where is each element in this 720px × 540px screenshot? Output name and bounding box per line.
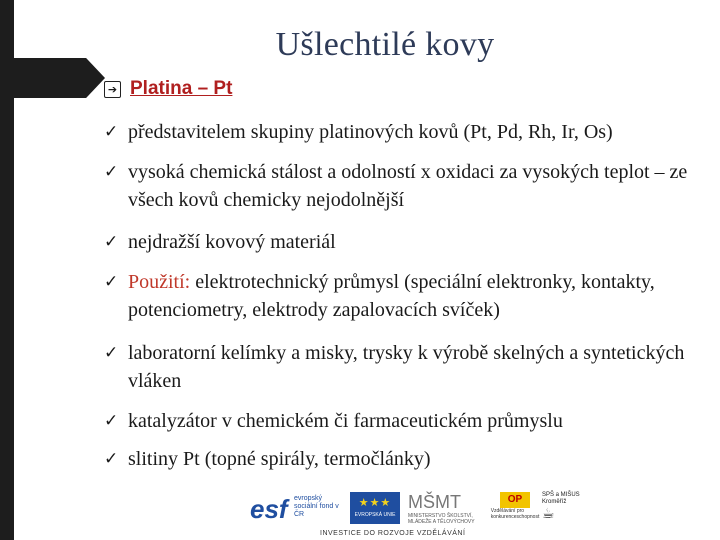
msmt-logo: MŠMT MINISTERSTVO ŠKOLSTVÍ, MLÁDEŽE A TĚLOVÝCHOVY bbox=[408, 492, 475, 525]
usage-label: Použití: bbox=[128, 271, 191, 293]
list-item: ✓ slitiny Pt (topné spirály, termočlánky) bbox=[104, 445, 694, 473]
list-item: ✓ nejdražší kovový materiál bbox=[104, 228, 694, 256]
school-logo: SPŠ a MIŠUS Kroměříž ☕ bbox=[542, 492, 590, 524]
check-icon: ✓ bbox=[104, 272, 119, 292]
opvk-logo: OP Vzdělávání pro konkurenceschopnost bbox=[490, 494, 540, 520]
check-icon: ✓ bbox=[104, 343, 119, 363]
list-item: ✓ laboratorní kelímky a misky, trysky k výrobě skelných a syntetických vláken bbox=[104, 339, 694, 395]
check-icon: ✓ bbox=[104, 122, 119, 142]
check-icon: ✓ bbox=[104, 232, 119, 252]
sponsor-logos bbox=[250, 492, 590, 540]
footer-caption: INVESTICE DO ROZVOJE VZDĚLÁVÁNÍ bbox=[320, 530, 466, 537]
left-decor-tab bbox=[0, 58, 105, 98]
list-item: ✓ Použití: elektrotechnický průmysl (speciální elektronky, kontakty, potenciometry, elektrody zapalovacích svíček) bbox=[104, 268, 694, 324]
arrow-box-icon: ➔ bbox=[104, 81, 121, 98]
section-heading bbox=[104, 78, 232, 100]
eu-stars-icon: ★★★ bbox=[358, 496, 392, 509]
list-item: ✓ vysoká chemická stálost a odolností x oxidaci za vysokých teplot – ze všech kovů chemicky nejodolnější bbox=[104, 158, 694, 214]
bullet-list bbox=[104, 118, 694, 473]
slide-title: Ušlechtilé kovy bbox=[275, 26, 495, 63]
list-item: ✓ katalyzátor v chemickém či farmaceutickém průmyslu bbox=[104, 407, 694, 435]
heading-text: Platina – Pt bbox=[130, 78, 233, 99]
list-item: ✓ představitelem skupiny platinových kovů (Pt, Pd, Rh, Ir, Os) bbox=[104, 118, 694, 146]
esf-logo: esf evropský sociální fond v ČR bbox=[250, 494, 339, 524]
check-icon: ✓ bbox=[104, 411, 119, 431]
eu-flag-logo: ★★★ EVROPSKÁ UNIE bbox=[350, 492, 400, 524]
check-icon: ✓ bbox=[104, 162, 119, 182]
check-icon: ✓ bbox=[104, 449, 119, 469]
cup-icon: ☕ bbox=[542, 506, 555, 522]
